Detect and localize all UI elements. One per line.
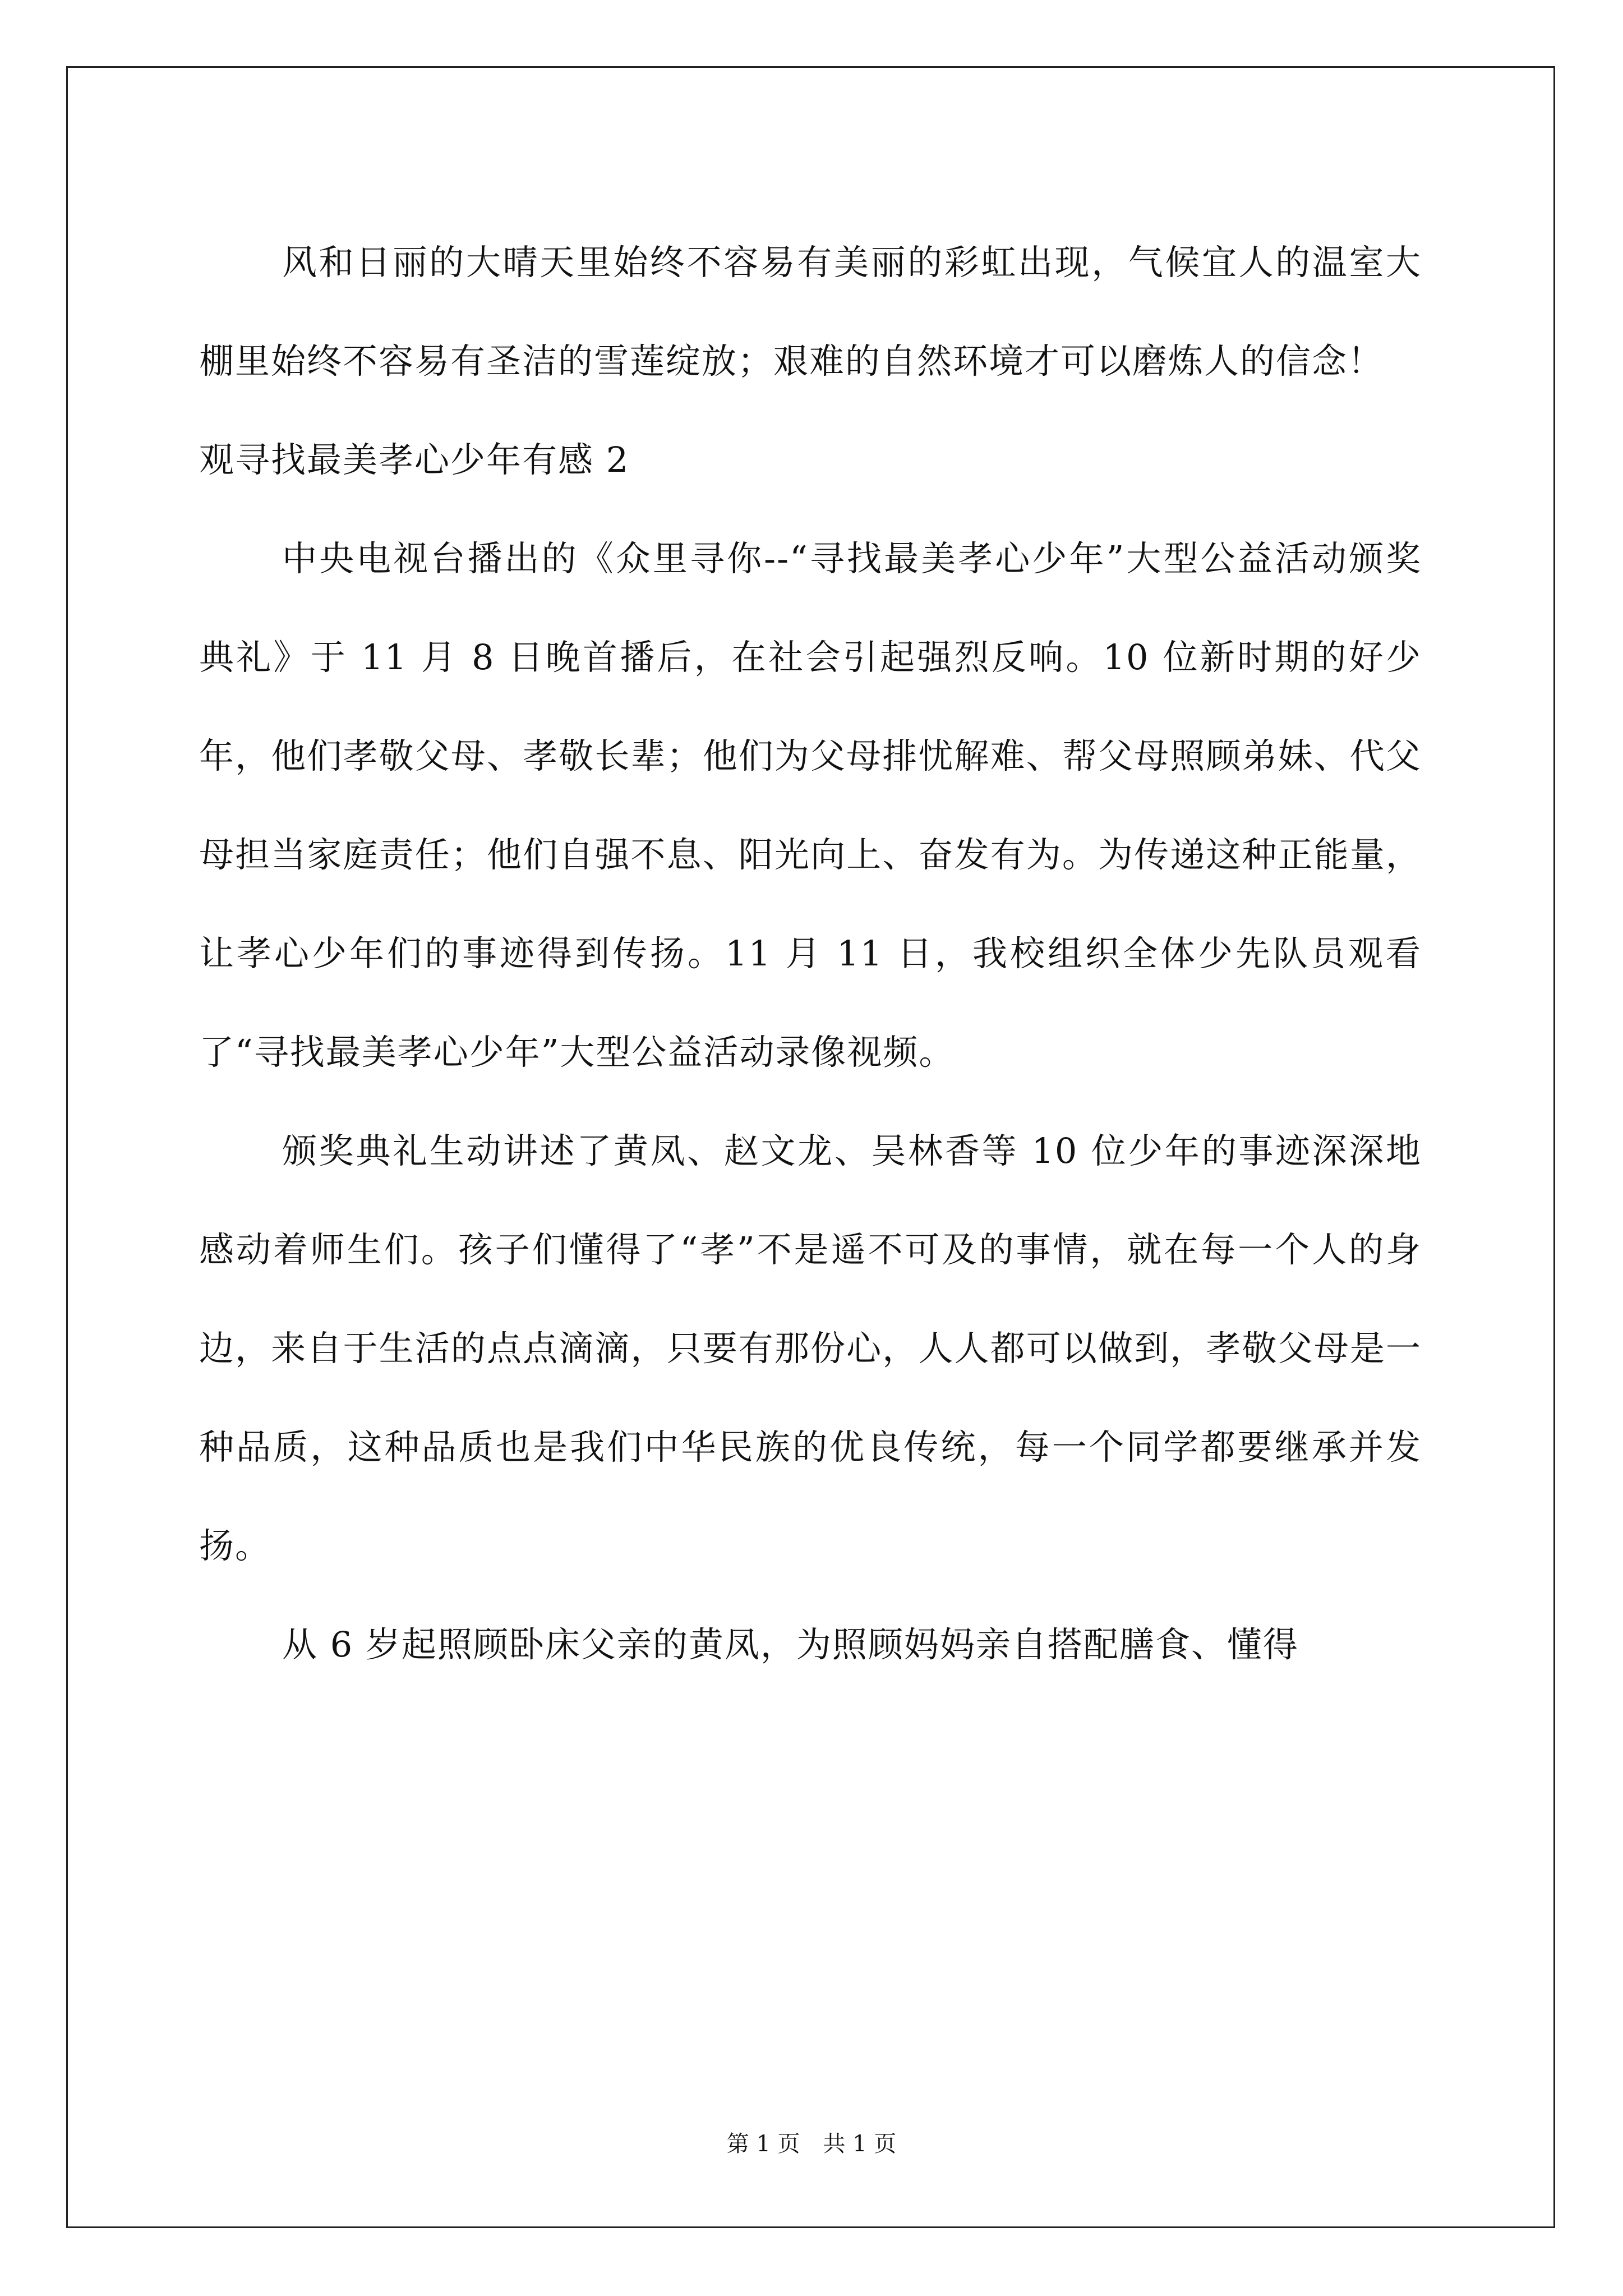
page-total: 共 1 页	[823, 2131, 897, 2157]
page-footer	[0, 2127, 1623, 2161]
section-heading: 观寻找最美孝心少年有感 2	[199, 439, 630, 480]
paragraph-rainbow-metaphor: 风和日丽的大晴天里始终不容易有美丽的彩虹出现，气候宜人的温室大棚里始终不容易有圣洁的雪莲绽放；艰难的自然环境才可以磨炼人的信念！	[199, 242, 1422, 381]
paragraph-cctv-broadcast: 中央电视台播出的《众里寻你--“寻找最美孝心少年”大型公益活动颁奖典礼》于 11 月 8 日晚首播后，在社会引起强烈反响。10 位新时期的好少年，他们孝敬父母、孝敬长辈；他们为父母排忧解难、帮父母照顾弟妹、代父母担当家庭责任；他们自强不息、阳光向上、奋发有为。为传递这种正能量，让孝心少年们的事迹得到传扬。11 月 11 日，我校组织全体少先队员观看了“寻找最美孝心少年”大型公益活动录像视频。	[199, 538, 1422, 1073]
document-body	[199, 213, 1422, 1694]
paragraph-huang-feng: 从 6 岁起照顾卧床父亲的黄凤，为照顾妈妈亲自搭配膳食、懂得	[282, 1624, 1299, 1665]
paragraph-award-ceremony: 颁奖典礼生动讲述了黄凤、赵文龙、吴林香等 10 位少年的事迹深深地感动着师生们。孩子们懂得了“孝”不是遥不可及的事情，就在每一个人的身边，来自于生活的点点滴滴，只要有那份心，人人都可以做到，孝敬父母是一种品质，这种品质也是我们中华民族的优良传统，每一个同学都要继承并发扬。	[199, 1130, 1422, 1566]
page-number: 第 1 页	[726, 2131, 800, 2157]
